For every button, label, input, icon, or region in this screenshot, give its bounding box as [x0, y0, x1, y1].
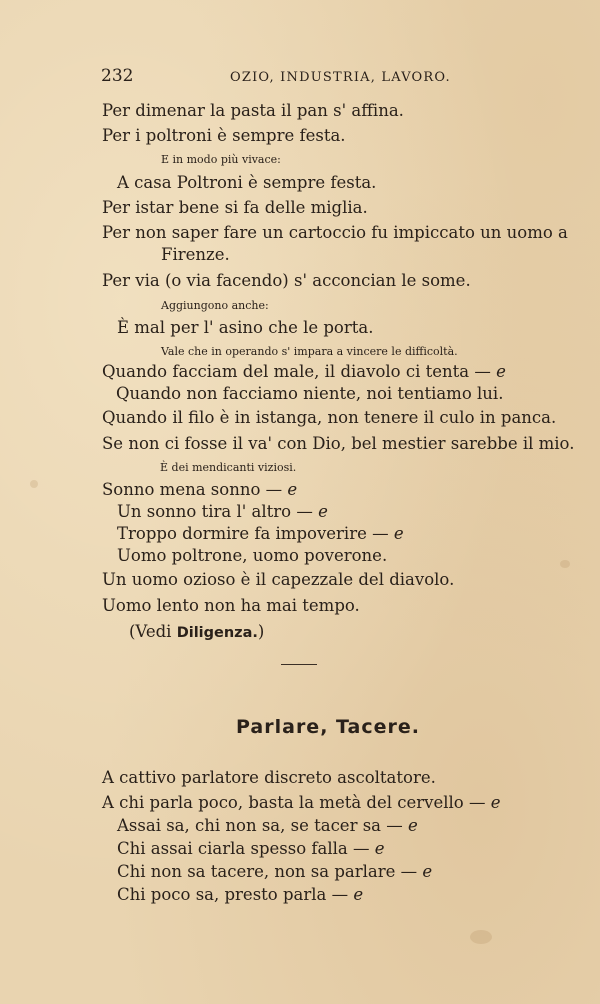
page-number: 232	[101, 66, 134, 86]
proverb-line: A casa Poltroni è sempre festa.	[117, 173, 377, 192]
cross-reference: (Vedi Diligenza.)	[129, 622, 265, 641]
note-line: Vale che in operando s' impara a vincere le difficoltà.	[161, 345, 458, 358]
proverb-line: Chi assai ciarla spesso falla — e	[117, 839, 385, 858]
proverb-line: Un sonno tira l' altro — e	[117, 502, 328, 521]
proverb-line: Chi non sa tacere, non sa parlare — e	[117, 862, 433, 881]
proverb-line: Per non saper fare un cartoccio fu impiccato un uomo a	[102, 223, 568, 242]
proverb-line: A cattivo parlatore discreto ascoltatore.	[102, 768, 436, 787]
proverb-line: Quando facciam del male, il diavolo ci tenta — e	[102, 362, 506, 381]
note-line: Aggiungono anche:	[161, 299, 269, 312]
proverb-line: Per dimenar la pasta il pan s' affina.	[102, 101, 404, 120]
proverb-line: Troppo dormire fa impoverire — e	[117, 524, 404, 543]
proverb-line: Un uomo ozioso è il capezzale del diavolo.	[102, 570, 455, 589]
section-divider	[281, 664, 317, 665]
proverb-line: Per istar bene si fa delle miglia.	[102, 198, 368, 217]
proverb-line: Per i poltroni è sempre festa.	[102, 126, 346, 145]
proverb-line: A chi parla poco, basta la metà del cervello — e	[102, 793, 501, 812]
proverb-line: Chi poco sa, presto parla — e	[117, 885, 364, 904]
section-title: Parlare, Tacere.	[236, 716, 420, 738]
proverb-line: Quando non facciamo niente, noi tentiamo lui.	[116, 384, 504, 403]
note-line: È dei mendicanti viziosi.	[160, 461, 297, 474]
proverb-line: Se non ci fosse il va' con Dio, bel mestier sarebbe il mio.	[102, 434, 575, 453]
proverb-line: Uomo poltrone, uomo poverone.	[117, 546, 388, 565]
running-title: OZIO, INDUSTRIA, LAVORO.	[230, 70, 451, 85]
proverb-line: Assai sa, chi non sa, se tacer sa — e	[117, 816, 418, 835]
proverb-line: Per via (o via facendo) s' acconcian le some.	[102, 271, 471, 290]
note-line: E in modo più vivace:	[161, 153, 281, 166]
proverb-line: Sonno mena sonno — e	[102, 480, 298, 499]
proverb-line: È mal per l' asino che le porta.	[117, 318, 374, 337]
proverb-line: Uomo lento non ha mai tempo.	[102, 596, 360, 615]
proverb-line: Quando il filo è in istanga, non tenere il culo in panca.	[102, 408, 557, 427]
proverb-line-continued: Firenze.	[161, 245, 230, 264]
